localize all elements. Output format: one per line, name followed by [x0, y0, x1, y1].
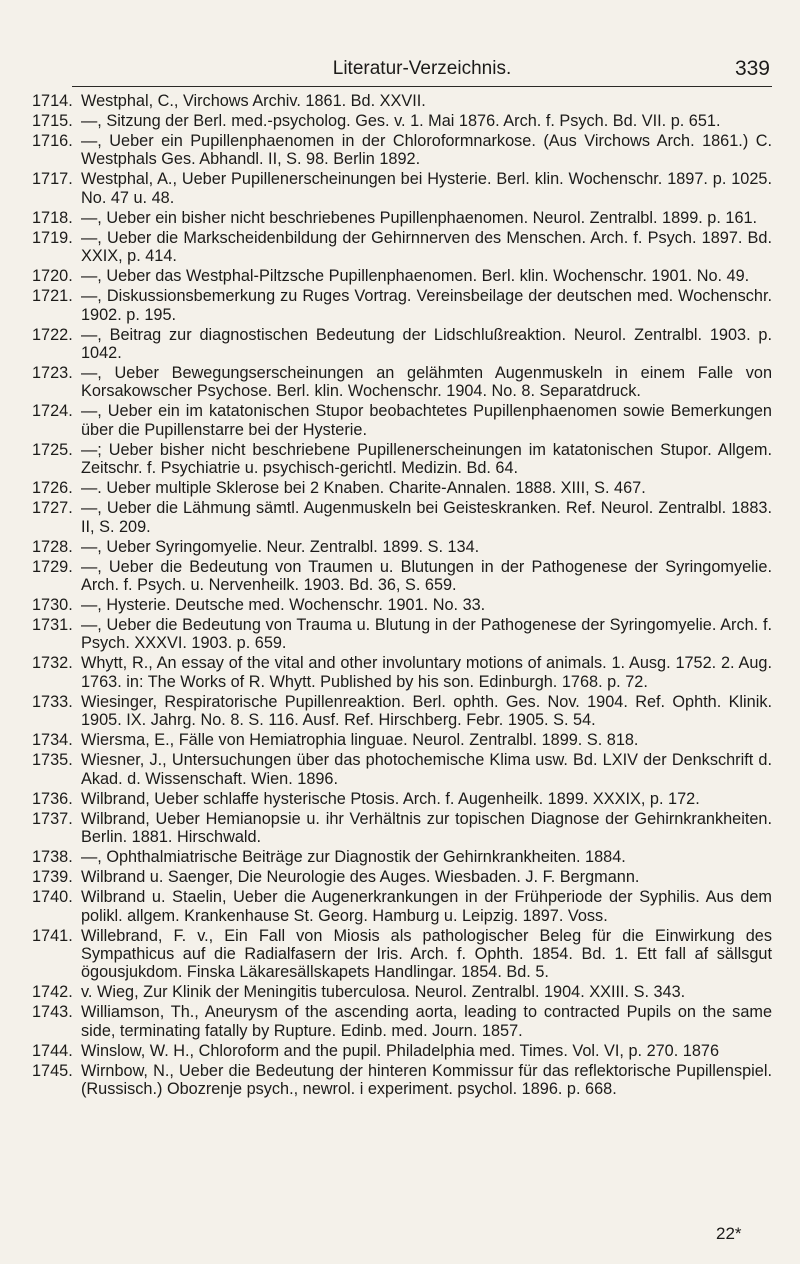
entry-text: Westphal, A., Ueber Pupillenerscheinungen bei Hysterie. Berl. klin. Wochenschr. 1897. p. 1025. No. 47 u. 48. — [81, 170, 772, 207]
entry-number: 1726. — [32, 479, 73, 498]
entry-text: Wilbrand, Ueber schlaffe hysterische Ptosis. Arch. f. Augenheilk. 1899. XXXIX, p. 172. — [81, 789, 700, 808]
page-header — [72, 56, 772, 87]
bibliography-entry — [32, 170, 772, 207]
bibliography-entry — [32, 364, 772, 401]
bibliography-entry — [32, 751, 772, 788]
entry-number: 1723. — [32, 364, 73, 383]
entry-text: —, Ueber die Markscheidenbildung der Gehirnnerven des Menschen. Arch. f. Psych. 1897. Bd. XXIX, p. 414. — [81, 228, 772, 266]
running-title: Literatur-Verzeichnis. — [332, 58, 512, 79]
entry-text: —, Ueber ein Pupillenphaenomen in der Chloroformnarkose. (Aus Virchows Arch. 1861.) C. Westphals Ges. Abhandl. II, S. 98. Berlin 1892. — [81, 132, 772, 169]
entry-number: 1740. — [32, 888, 73, 907]
bibliography-entry — [32, 983, 772, 1001]
entry-text: Whytt, R., An essay of the vital and other involuntary motions of animals. 1. Ausg. 1752. 2. Aug. 1763. in: The Works of R. Whytt. Published by his son. Edinburgh. 1768. p. 72. — [81, 654, 772, 691]
entry-text: —, Diskussionsbemerkung zu Ruges Vortrag. Vereinsbeilage der deutschen med. Wochenschr. 1902. p. 195. — [81, 287, 772, 324]
entry-number: 1731. — [32, 616, 73, 635]
entry-text: —. Ueber multiple Sklerose bei 2 Knaben. Charite-Annalen. 1888. XIII, S. 467. — [81, 479, 646, 498]
entry-number: 1733. — [32, 692, 73, 711]
entry-number: 1714. — [32, 92, 73, 110]
entry-text: —, Ueber die Bedeutung von Trauma u. Blutung in der Pathogenese der Syringomyelie. Arch. f. Psych. XXXVI. 1903. p. 659. — [81, 616, 772, 653]
bibliography-entry — [32, 538, 772, 556]
entry-number: 1717. — [32, 170, 73, 189]
entry-text: Wilbrand u. Saenger, Die Neurologie des Auges. Wiesbaden. J. F. Bergmann. — [81, 868, 640, 887]
entry-text: Willebrand, F. v., Ein Fall von Miosis als pathologischer Beleg für die Einwirkung des Sympathicus auf die Radialfasern der Iris. Arch. f. Ophth. 1854. Bd. 1. Ett fall af sällsgut ögousjukdom. Finska Läkaresällskapets Handlingar. 1854. Bd. 5. — [81, 926, 772, 982]
entry-text: v. Wieg, Zur Klinik der Meningitis tuberculosa. Neurol. Zentralbl. 1904. XXIII. S. 343. — [81, 983, 686, 1002]
bibliography-entry — [32, 654, 772, 691]
bibliography-entry — [32, 209, 772, 227]
entry-number: 1727. — [32, 499, 73, 518]
bibliography-entry — [32, 1003, 772, 1040]
entry-text: Wilbrand u. Staelin, Ueber die Augenerkrankungen in der Frühperiode der Syphilis. Aus dem polikl. allgem. Krankenhause St. Georg. Hamburg u. Leipzig. 1897. Voss. — [81, 888, 772, 925]
entry-text: —, Sitzung der Berl. med.-psycholog. Ges. v. 1. Mai 1876. Arch. f. Psych. Bd. VII. p. 651. — [81, 112, 721, 130]
bibliography-entry — [32, 479, 772, 497]
entry-number: 1739. — [32, 868, 73, 887]
entry-text: Wiesner, J., Untersuchungen über das photochemische Klima usw. Bd. LXIV der Denkschrift d. Akad. d. Wissenschaft. Wien. 1896. — [81, 751, 772, 788]
entry-text: —, Ophthalmiatrische Beiträge zur Diagnostik der Gehirnkrankheiten. 1884. — [81, 848, 626, 867]
entry-number: 1724. — [32, 402, 73, 421]
entry-text: Wirnbow, N., Ueber die Bedeutung der hinteren Kommissur für das reflektorische Pupillenspiel. (Russisch.) Obozrenje psych., newrol. i experiment. psychol. 1896. p. 668. — [81, 1061, 772, 1099]
bibliography-entry — [32, 132, 772, 169]
entry-text: —, Ueber die Lähmung sämtl. Augenmuskeln bei Geisteskranken. Ref. Neurol. Zentralbl. 1883. II, S. 209. — [81, 499, 772, 536]
entry-number: 1738. — [32, 848, 73, 867]
bibliography-entry — [32, 92, 772, 110]
entry-text: —, Ueber Bewegungserscheinungen an gelähmten Augenmuskeln in einem Falle von Korsakowscher Psychose. Berl. klin. Wochenschr. 1904. No. 8. Separatdruck. — [81, 364, 772, 401]
entry-text: Wiesinger, Respiratorische Pupillenreaktion. Berl. ophth. Ges. Nov. 1904. Ref. Ophth. Klinik. 1905. IX. Jahrg. No. 8. S. 116. Ausf. Ref. Hirschberg. Febr. 1905. S. 54. — [81, 692, 772, 730]
entry-text: —, Ueber ein bisher nicht beschriebenes Pupillenphaenomen. Neurol. Zentralbl. 1899. p. 161. — [81, 208, 758, 227]
entry-text: —, Ueber ein im katatonischen Stupor beobachtetes Pupillenphaenomen sowie Bemerkungen über die Pupillenstarre bei der Hysterie. — [81, 402, 772, 439]
bibliography-entry — [32, 402, 772, 439]
entry-number: 1728. — [32, 537, 73, 556]
entry-text: —; Ueber bisher nicht beschriebene Pupillenerscheinungen im katatonischen Stupor. Allgem. Zeitschr. f. Psychiatrie u. psychisch-gerichtl. Medizin. Bd. 64. — [81, 440, 772, 478]
entry-text: —, Ueber das Westphal-Piltzsche Pupillenphaenomen. Berl. klin. Wochenschr. 1901. No. 49. — [81, 267, 750, 286]
bibliography-entry — [32, 1042, 772, 1060]
page-number: 339 — [734, 57, 770, 80]
entry-number: 1744. — [32, 1041, 73, 1060]
entry-number: 1718. — [32, 208, 73, 227]
bibliography-entry — [32, 731, 772, 749]
entry-number: 1729. — [32, 557, 73, 576]
entry-number: 1720. — [32, 267, 73, 286]
bibliography-list — [32, 92, 772, 1100]
bibliography-entry — [32, 596, 772, 614]
entry-number: 1737. — [32, 809, 73, 828]
bibliography-entry — [32, 810, 772, 847]
bibliography-entry — [32, 287, 772, 324]
entry-number: 1745. — [32, 1061, 73, 1080]
bibliography-entry — [32, 499, 772, 536]
entry-text: Westphal, C., Virchows Archiv. 1861. Bd. XXVII. — [81, 92, 426, 110]
bibliography-entry — [32, 848, 772, 866]
entry-number: 1742. — [32, 983, 73, 1002]
bibliography-entry — [32, 1062, 772, 1099]
entry-number: 1736. — [32, 789, 73, 808]
bibliography-entry — [32, 693, 772, 730]
entry-number: 1734. — [32, 731, 73, 750]
bibliography-entry — [32, 112, 772, 130]
bibliography-entry — [32, 927, 772, 982]
signature-mark: 22* — [716, 1224, 742, 1243]
entry-number: 1732. — [32, 654, 73, 673]
bibliography-entry — [32, 441, 772, 478]
entry-number: 1725. — [32, 440, 73, 459]
entry-number: 1721. — [32, 287, 73, 306]
entry-text: Williamson, Th., Aneurysm of the ascending aorta, leading to contracted Pupils on the same side, terminating fatally by Rupture. Edinb. med. Journ. 1857. — [81, 1003, 772, 1040]
entry-text: Wilbrand, Ueber Hemianopsie u. ihr Verhältnis zur topischen Diagnose der Gehirnkrankheiten. Berlin. 1881. Hirschwald. — [81, 809, 772, 847]
entry-number: 1743. — [32, 1003, 73, 1022]
entry-number: 1716. — [32, 132, 73, 150]
bibliography-entry — [32, 558, 772, 595]
entry-number: 1730. — [32, 596, 73, 615]
bibliography-entry — [32, 267, 772, 285]
entry-number: 1735. — [32, 751, 73, 770]
entry-number: 1722. — [32, 325, 73, 344]
bibliography-entry — [32, 616, 772, 653]
entry-number: 1719. — [32, 228, 73, 247]
entry-text: —, Ueber Syringomyelie. Neur. Zentralbl. 1899. S. 134. — [81, 537, 480, 556]
bibliography-entry — [32, 229, 772, 266]
bibliography-entry — [32, 868, 772, 886]
entry-text: —, Ueber die Bedeutung von Traumen u. Blutungen in der Pathogenese der Syringomyelie. Arch. f. Psych. u. Nervenheilk. 1903. Bd. 36, S. 659. — [81, 557, 772, 595]
entry-number: 1741. — [32, 926, 73, 945]
bibliography-entry — [32, 888, 772, 925]
entry-text: Wiersma, E., Fälle von Hemiatrophia linguae. Neurol. Zentralbl. 1899. S. 818. — [81, 731, 639, 750]
bibliography-entry — [32, 326, 772, 363]
entry-text: —, Beitrag zur diagnostischen Bedeutung der Lidschlußreaktion. Neurol. Zentralbl. 1903. p. 1042. — [81, 325, 772, 363]
entry-number: 1715. — [32, 112, 73, 130]
bibliography-entry — [32, 790, 772, 808]
entry-text: Winslow, W. H., Chloroform and the pupil. Philadelphia med. Times. Vol. VI, p. 270. 1876 — [81, 1041, 720, 1060]
entry-text: —, Hysterie. Deutsche med. Wochenschr. 1901. No. 33. — [81, 596, 486, 615]
